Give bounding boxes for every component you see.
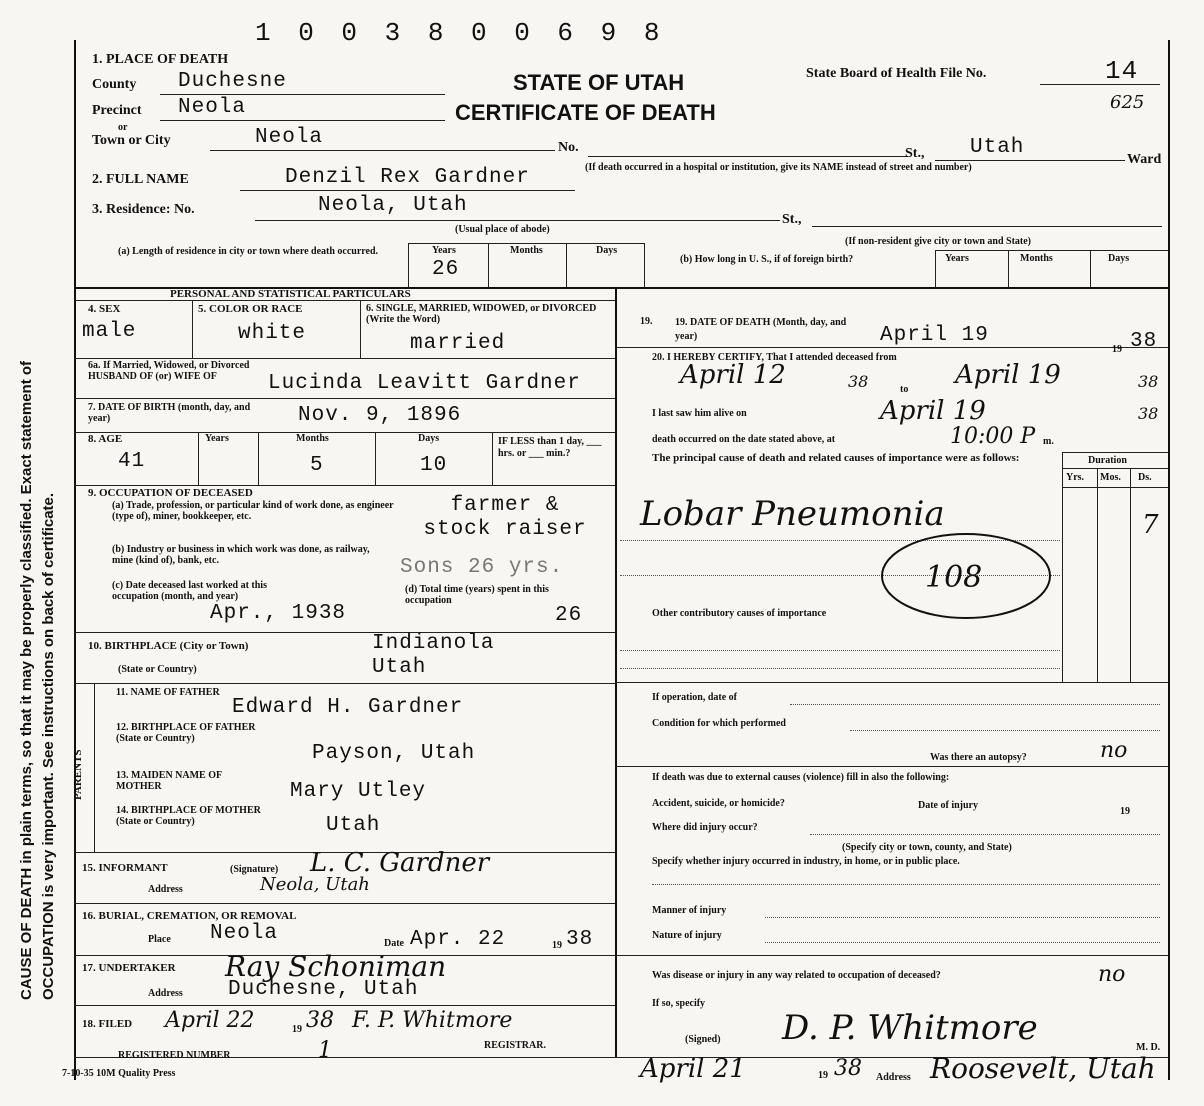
burial-place-label: Place <box>148 934 171 945</box>
nonresident-note: (If non-resident give city or town and State) <box>845 236 1032 247</box>
age-months-label: Months <box>296 433 329 444</box>
right-border <box>1168 40 1170 1080</box>
informant-address-label: Address <box>148 884 183 895</box>
foreign-birth-label: (b) How long in U. S., if of foreign birth? <box>680 254 854 265</box>
mother-birthplace-label: 14. BIRTHPLACE OF MOTHER (State or Country) <box>116 805 261 827</box>
physician-address: Roosevelt, Utah <box>930 1052 1156 1085</box>
md-label: M. D. <box>1136 1042 1161 1053</box>
registered-number: 1 <box>318 1038 332 1063</box>
file-sub-number: 625 <box>1110 92 1145 113</box>
us-months-label: Months <box>1020 253 1053 264</box>
residence-value: Neola, Utah <box>318 194 468 217</box>
state-title: STATE OF UTAH <box>513 70 685 95</box>
undertaker-signature: Ray Schoniman <box>225 950 447 983</box>
margin-instruction-2: OCCUPATION is very important. See instructions on back of certificate. <box>40 492 57 1000</box>
file-number: 14 <box>1105 56 1139 86</box>
last-saw-label: I last saw him alive on <box>652 408 747 419</box>
county-label: County <box>92 77 137 92</box>
informant-sig-label: (Signature) <box>230 864 279 875</box>
birthplace-state-label: (State or Country) <box>118 664 197 675</box>
burial-date-value: Apr. 22 <box>410 928 506 951</box>
operation-label: If operation, date of <box>652 692 737 703</box>
marital-label: 6. SINGLE, MARRIED, WIDOWED, or DIVORCED (Write the Word) <box>366 303 597 325</box>
burial-date-label: Date <box>384 938 404 949</box>
occupation-d-label: (d) Total time (years) spent in this occupation <box>405 584 549 606</box>
dob-value: Nov. 9, 1896 <box>298 404 462 427</box>
street-no-label: No. <box>558 140 579 155</box>
color-value: white <box>238 322 307 345</box>
date-of-death-label-num: 19. <box>640 316 653 327</box>
margin-instruction-1: CAUSE OF DEATH in plain terms, so that it may be properly classified. Exact statement of <box>18 360 35 1000</box>
town-value: Neola <box>255 126 324 149</box>
physician-address-label: Address <box>876 1072 911 1083</box>
registrar-signature: F. P. Whitmore <box>352 1008 513 1033</box>
dob-label: 7. DATE OF BIRTH (month, day, and year) <box>88 402 251 424</box>
attend-to: April 19 <box>955 360 1061 390</box>
age-months-value: 5 <box>310 454 324 477</box>
duration-mos-label: Mos. <box>1100 472 1121 483</box>
cause-duration-days: 7 <box>1142 510 1159 540</box>
town-label: Town or City <box>92 133 171 148</box>
burial-year: 38 <box>566 928 594 951</box>
to-label: to <box>900 384 909 395</box>
file-number-label: State Board of Health File No. <box>806 66 987 81</box>
date-of-death-value: April 19 <box>880 324 989 347</box>
undertaker-address: Duchesne, Utah <box>228 978 419 1001</box>
full-name-value: Denzil Rex Gardner <box>285 166 530 189</box>
undertaker-label: 17. UNDERTAKER <box>82 962 176 974</box>
filed-label: 18. FILED <box>82 1018 133 1030</box>
undertaker-address-label: Address <box>148 988 183 999</box>
length-residence-label: (a) Length of residence in city or town where death occurred. <box>118 246 379 257</box>
us-years-label: Years <box>945 253 969 264</box>
dod-year-prefix: 19 <box>1112 344 1122 355</box>
occupation-related-value: no <box>1098 962 1126 987</box>
spouse-value: Lucinda Leavitt Gardner <box>268 372 581 395</box>
burial-place-value: Neola <box>210 922 279 945</box>
last-saw-value: April 19 <box>880 396 986 426</box>
street-value: Utah <box>970 136 1025 159</box>
place-heading: 1. PLACE OF DEATH <box>92 52 229 67</box>
registered-number-label: REGISTERED NUMBER <box>118 1050 231 1061</box>
m-label: m. <box>1043 436 1054 447</box>
center-divider <box>615 287 617 1057</box>
less-than-day-label: IF LESS than 1 day, ___ hrs. or ___ min.? <box>498 436 602 459</box>
print-info: 7-10-35 10M Quality Press <box>62 1068 176 1079</box>
ward-label: Ward <box>1127 152 1162 167</box>
manner-label: Manner of injury <box>652 905 727 916</box>
informant-signature: L. C. Gardner <box>310 848 490 878</box>
sex-value: male <box>82 320 137 343</box>
occupation-a-label: (a) Trade, profession, or particular kind of work done, as engineer (type of), miner, bookkeeper, etc. <box>112 500 394 522</box>
or-label: or <box>118 122 128 133</box>
birthplace-label: 10. BIRTHPLACE (City or Town) <box>88 640 249 652</box>
filed-year-prefix: 19 <box>292 1024 302 1035</box>
dod-year: 38 <box>1130 330 1158 353</box>
attend-from-year: 38 <box>848 372 869 391</box>
autopsy-label: Was there an autopsy? <box>930 752 1027 763</box>
duration-ds-label: Ds. <box>1138 472 1152 483</box>
occupation-related-label: Was disease or injury in any way related to occupation of deceased? <box>652 970 941 981</box>
injury-date-label: Date of injury <box>918 800 978 811</box>
res-years-value: 26 <box>432 258 460 281</box>
if-so-label: If so, specify <box>652 998 706 1009</box>
injury-year-prefix: 19 <box>1120 806 1130 817</box>
accident-label: Accident, suicide, or homicide? <box>652 798 785 809</box>
street-label: St., <box>905 146 925 161</box>
color-label: 5. COLOR OR RACE <box>198 303 303 315</box>
birthplace-city: Indianola <box>372 632 495 655</box>
res-months-label: Months <box>510 245 543 256</box>
personal-heading: PERSONAL AND STATISTICAL PARTICULARS <box>170 288 411 300</box>
signed-label: (Signed) <box>685 1034 721 1045</box>
age-days-value: 10 <box>420 454 448 477</box>
attend-from: April 12 <box>680 360 786 390</box>
father-birthplace-label: 12. BIRTHPLACE OF FATHER (State or Country) <box>116 722 256 744</box>
physician-signature: D. P. Whitmore <box>782 1008 1038 1048</box>
mother-label: 13. MAIDEN NAME OF MOTHER <box>116 770 222 792</box>
age-label: 8. AGE <box>88 433 123 445</box>
certificate-title: CERTIFICATE OF DEATH <box>455 100 716 125</box>
cause-code: 108 <box>925 560 983 595</box>
certificate-number: 1 0 0 3 8 0 0 6 9 8 <box>255 18 666 48</box>
where-injury-label: Where did injury occur? <box>652 822 758 833</box>
duration-label: Duration <box>1088 455 1127 466</box>
occupation-c-value: Apr., 1938 <box>210 602 347 625</box>
occupation-a-value: farmer & stock raiser <box>423 494 587 541</box>
filed-date: April 22 <box>165 1008 255 1033</box>
parents-side-label: PARENTS <box>72 749 84 800</box>
occupation-heading: 9. OCCUPATION OF DECEASED <box>88 487 253 499</box>
us-days-label: Days <box>1108 253 1130 264</box>
left-border <box>74 40 76 1080</box>
res-years-label: Years <box>432 245 456 256</box>
occupation-c-label: (c) Date deceased last worked at this occupation (month, and year) <box>112 580 267 602</box>
date-of-death-label: 19. DATE OF DEATH (Month, day, and year) <box>675 317 847 342</box>
specify-city-label: (Specify city or town, county, and State) <box>842 842 1012 853</box>
res-days-label: Days <box>596 245 618 256</box>
attend-to-year: 38 <box>1138 372 1159 391</box>
sex-label: 4. SEX <box>88 303 121 315</box>
contributory-label: Other contributory causes of importance <box>652 608 827 619</box>
spouse-label: 6a. If Married, Widowed, or Divorced HUSBAND OF (or) WIFE OF <box>88 360 250 382</box>
informant-label: 15. INFORMANT <box>82 862 168 874</box>
marital-value: married <box>410 332 506 355</box>
occupation-d-value: 26 <box>555 604 583 627</box>
age-years-value: 41 <box>118 450 146 473</box>
precinct-label: Precinct <box>92 103 142 118</box>
filed-year: 38 <box>306 1008 334 1033</box>
registrar-label: REGISTRAR. <box>484 1040 546 1051</box>
cause-of-death: Lobar Pneumonia <box>640 494 945 534</box>
sign-year-prefix: 19 <box>818 1070 828 1081</box>
certify-label: 20. I HEREBY CERTIFY, That I attended deceased from <box>652 352 897 363</box>
age-years-label: Years <box>205 433 229 444</box>
cause-intro: The principal cause of death and related causes of importance were as follows: <box>652 452 1020 464</box>
condition-label: Condition for which performed <box>652 718 786 729</box>
father-value: Edward H. Gardner <box>232 696 464 719</box>
age-days-label: Days <box>418 433 440 444</box>
autopsy-value: no <box>1100 738 1128 763</box>
county-value: Duchesne <box>178 70 287 93</box>
full-name-label: 2. FULL NAME <box>92 172 189 187</box>
external-causes-label: If death was due to external causes (violence) fill in also the following: <box>652 772 950 783</box>
duration-yrs-label: Yrs. <box>1066 472 1085 483</box>
nature-label: Nature of injury <box>652 930 722 941</box>
last-saw-year: 38 <box>1138 404 1159 423</box>
death-hour-value: 10:00 P <box>950 424 1036 449</box>
death-hour-label: death occurred on the date stated above, at <box>652 434 836 445</box>
burial-label: 16. BURIAL, CREMATION, OR REMOVAL <box>82 910 297 922</box>
mother-value: Mary Utley <box>290 780 427 803</box>
father-label: 11. NAME OF FATHER <box>116 687 220 698</box>
hospital-note: (If death occurred in a hospital or institution, give its NAME instead of street and number) <box>585 162 972 173</box>
residence-st-label: St., <box>782 212 802 227</box>
birthplace-state: Utah <box>372 656 427 679</box>
burial-year-prefix: 19 <box>552 940 562 951</box>
sign-date: April 21 <box>640 1054 746 1084</box>
mother-birthplace-value: Utah <box>326 814 381 837</box>
occupation-b-value: Sons 26 yrs. <box>400 556 564 579</box>
specify-place-label: Specify whether injury occurred in industry, in home, or in public place. <box>652 856 960 867</box>
father-birthplace-value: Payson, Utah <box>312 742 476 765</box>
residence-label: 3. Residence: No. <box>92 202 195 217</box>
informant-address: Neola, Utah <box>260 874 370 895</box>
usual-abode-note: (Usual place of abode) <box>455 224 550 235</box>
occupation-b-label: (b) Industry or business in which work was done, as railway, mine (kind of), bank, etc. <box>112 544 370 566</box>
precinct-value: Neola <box>178 96 247 119</box>
sign-year: 38 <box>834 1056 862 1081</box>
